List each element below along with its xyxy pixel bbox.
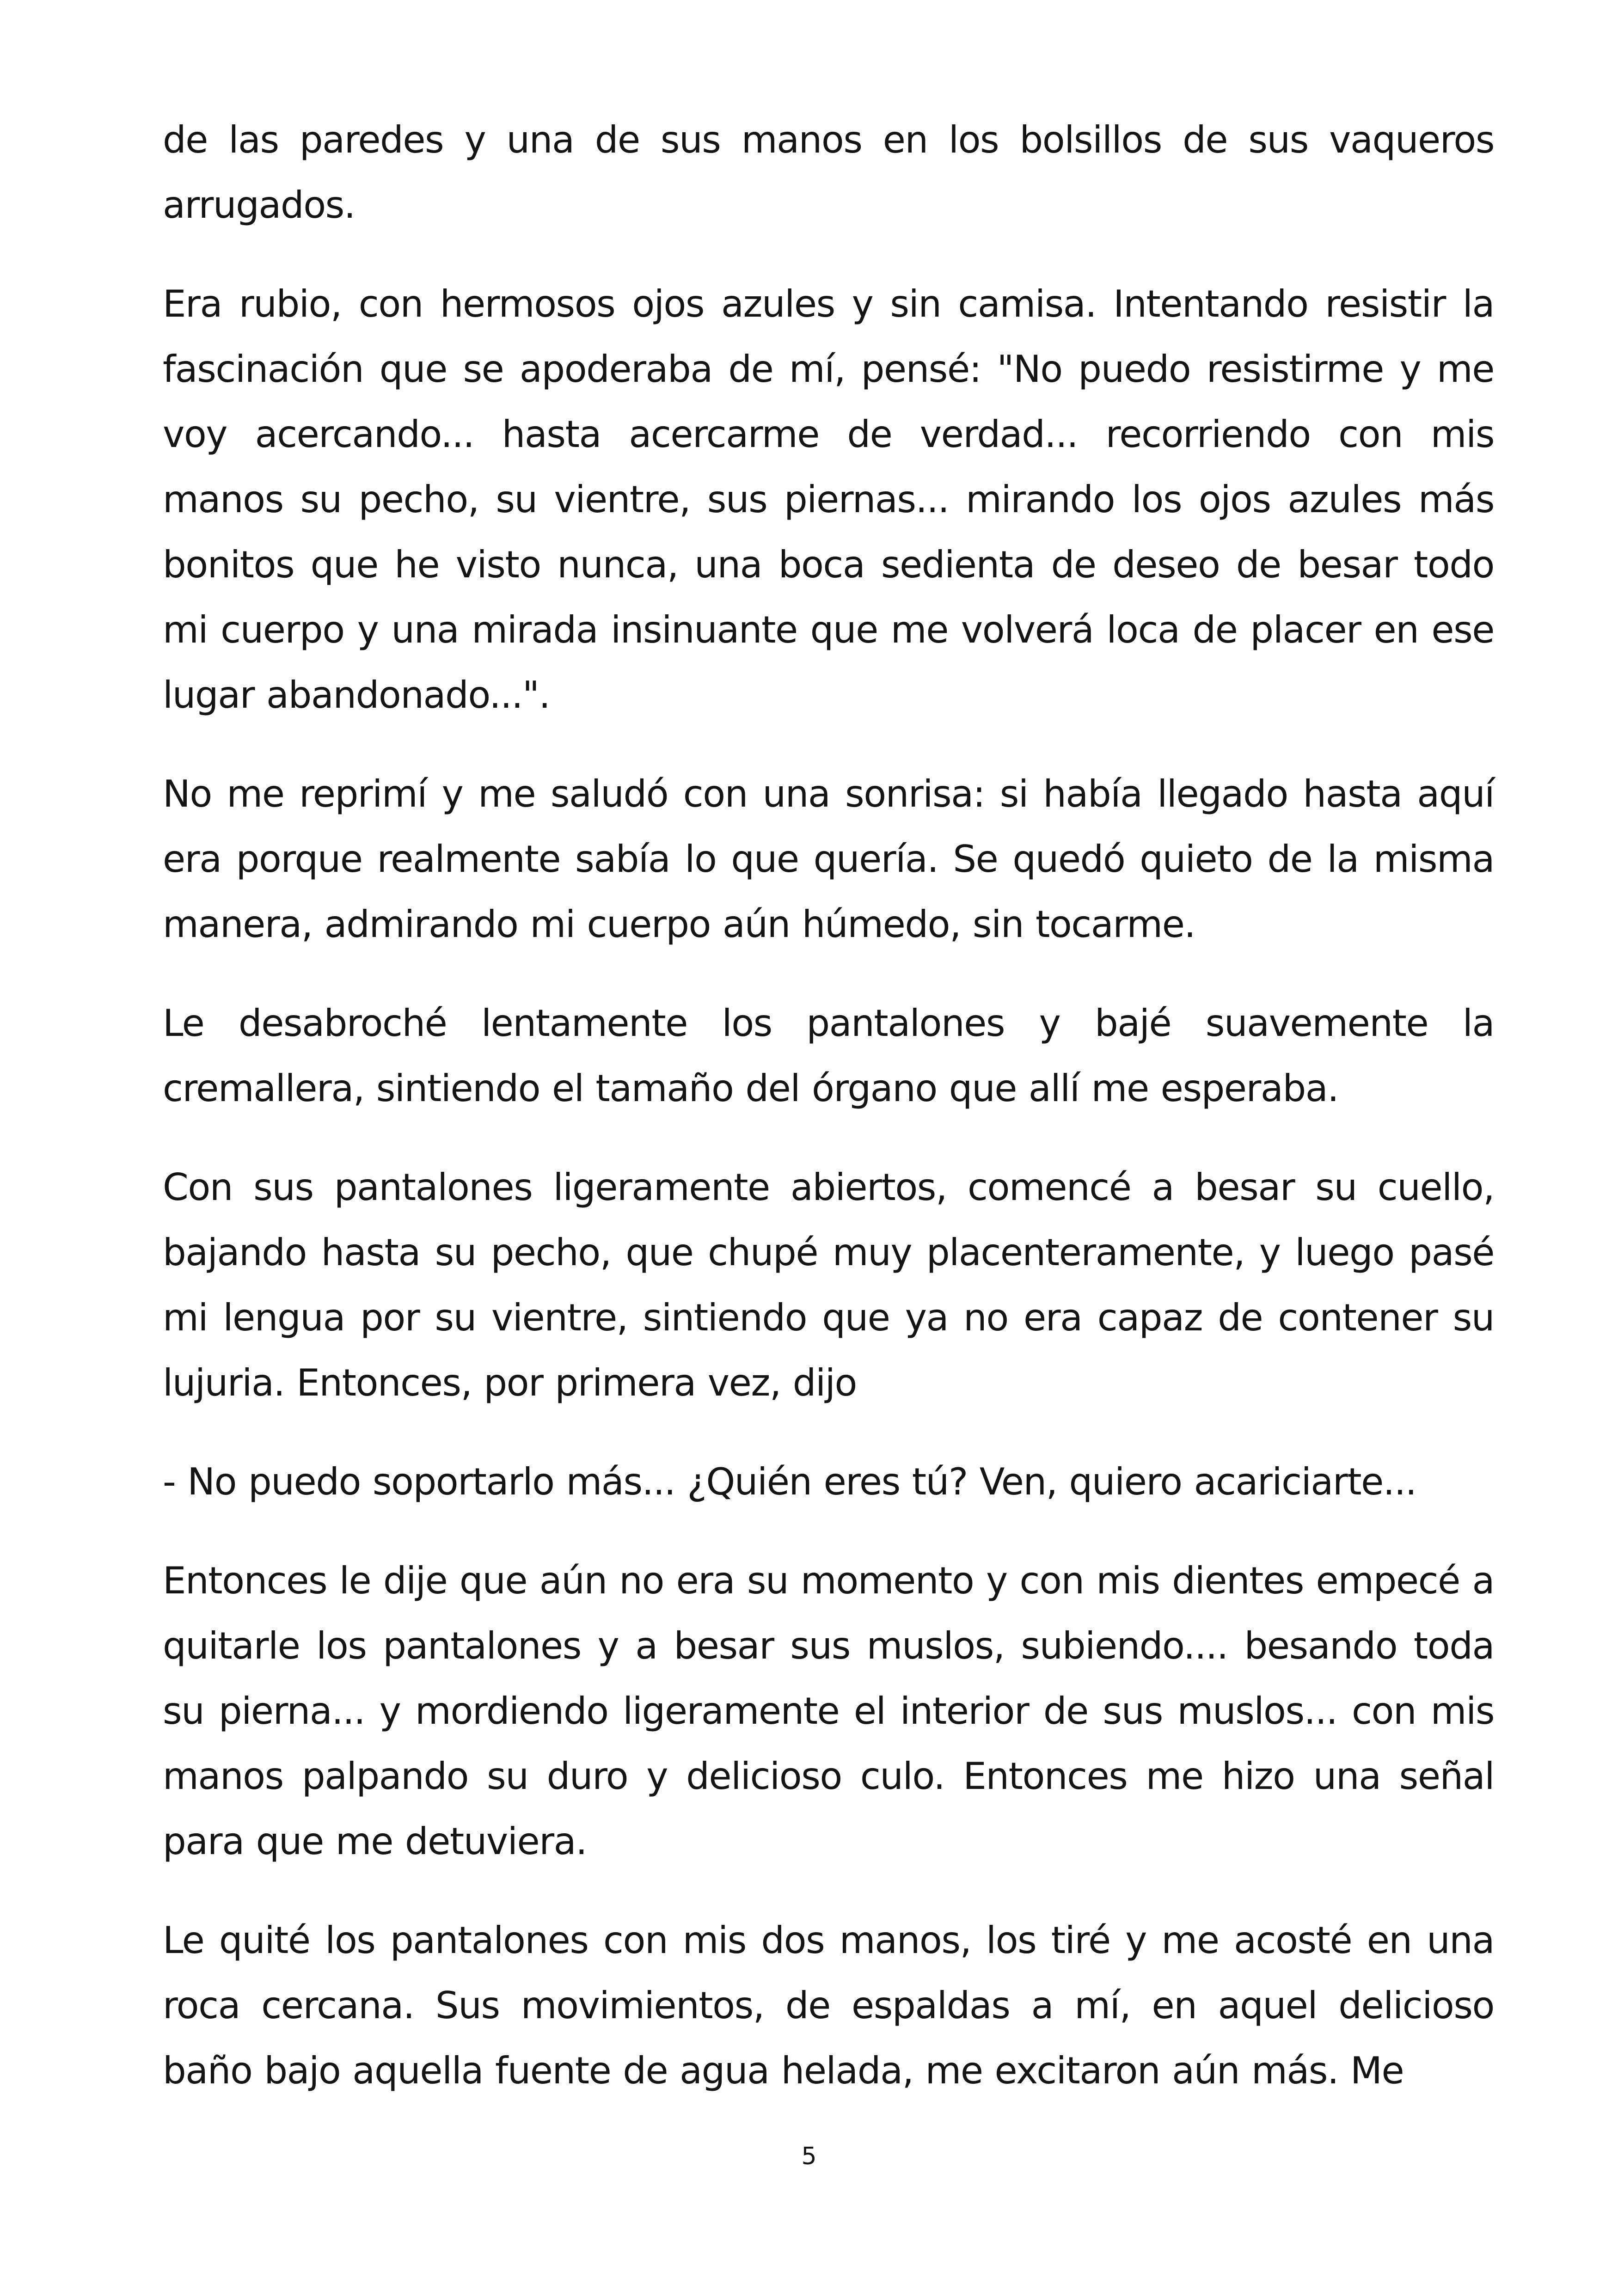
page-number: 5 [801,2143,817,2170]
text-body [163,107,1494,2137]
paragraph: de las paredes y una de sus manos en los bolsillos de sus vaqueros arrugados. [163,118,1494,227]
paragraph: Con sus pantalones ligeramente abiertos, comencé a besar su cuello, bajando hasta su pecho, que chupé muy placenteramente, y luego pasé mi lengua por su vientre, sintiendo que ya no era capaz de contener su lujuria. Entonces, por primera vez, dijo [163,1166,1494,1404]
paragraph: Entonces le dije que aún no era su momento y con mis dientes empecé a quitarle los pantalones y a besar sus muslos, subiendo.... besando toda su pierna... y mordiendo ligeramente el interior de sus muslos... con mis manos palpando su duro y delicioso culo. Entonces me hizo una señal para que me detuviera. [163,1559,1494,1863]
dialogue-line: - No puedo soportarlo más... ¿Quién eres tú? Ven, quiero acariciarte... [163,1460,1416,1503]
paragraph: Era rubio, con hermosos ojos azules y sin camisa. Intentando resistir la fascinación que se apoderaba de mí, pensé: "No puedo resistirme y me voy acercando... hasta acercarme de verdad... recorriendo con mis manos su pecho, su vientre, sus piernas... mirando los ojos azules más bonitos que he visto nunca, una boca sedienta de deseo de besar todo mi cuerpo y una mirada insinuante que me volverá loca de placer en ese lugar abandonado...". [163,282,1494,716]
paragraph: Le desabroché lentamente los pantalones y bajé suavemente la cremallera, sintiendo el tamaño del órgano que allí me esperaba. [163,1002,1494,1110]
paragraph: No me reprimí y me saludó con una sonrisa: si había llegado hasta aquí era porque realmente sabía lo que quería. Se quedó quieto de la misma manera, admirando mi cuerpo aún húmedo, sin tocarme. [163,772,1494,946]
paragraph: Le quité los pantalones con mis dos manos, los tiré y me acosté en una roca cercana. Sus movimientos, de espaldas a mí, en aquel delicioso baño bajo aquella fuente de agua helada, me excitaron aún más. Me [163,1919,1494,2092]
